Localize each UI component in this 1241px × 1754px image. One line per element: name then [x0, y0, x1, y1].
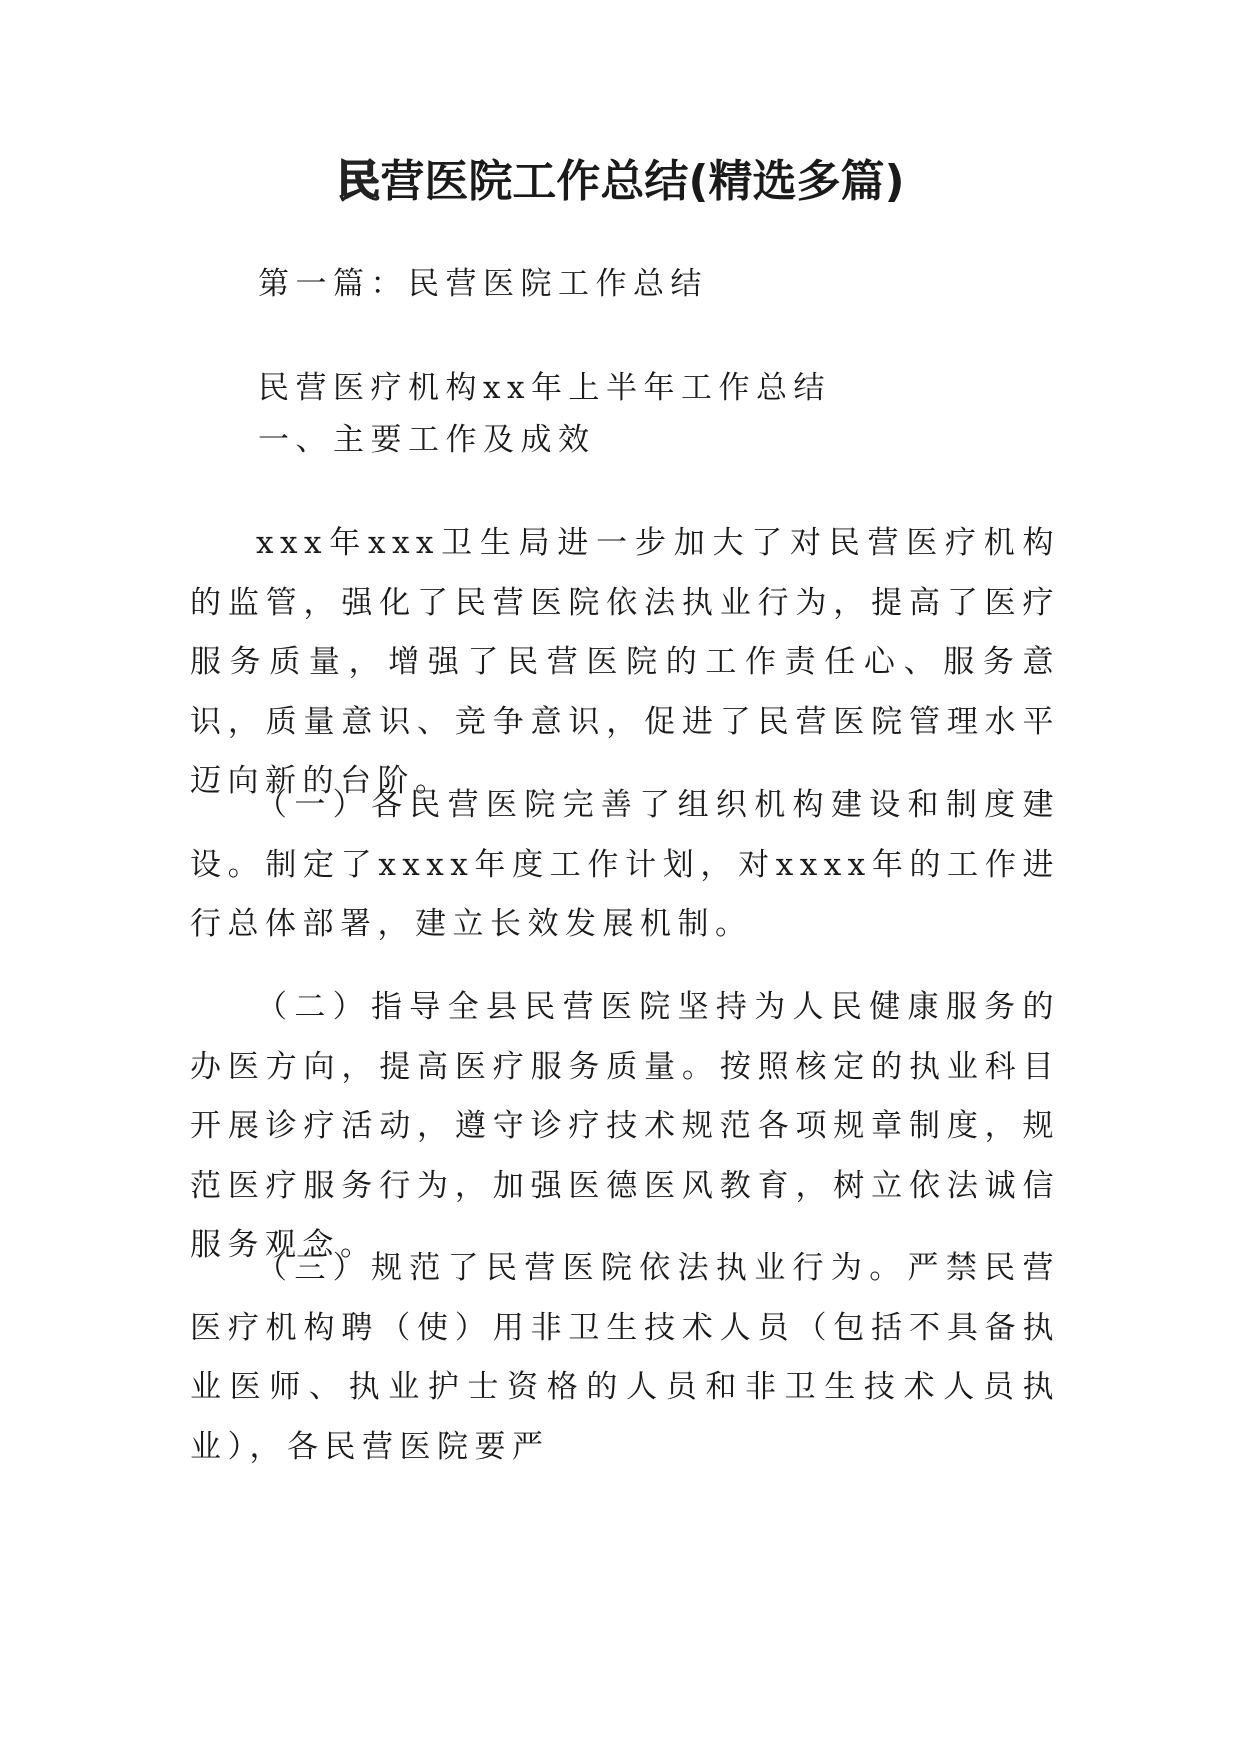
paragraph: （二）指导全县民营医院坚持为人民健康服务的办医方向，提高医疗服务质量。按照核定的执业科目开展诊疗活动，遵守诊疗技术规范各项规章制度，规范医疗服务行为，加强医德医风教育，树立依法诚信服务观念。	[190, 989, 1060, 1263]
section-heading: 一、主要工作及成效	[258, 422, 596, 458]
paragraph: （一）各民营医院完善了组织机构建设和制度建设。制定了xxxx年度工作计划，对xxxx年的工作进行总体部署，建立长效发展机制。	[190, 787, 1060, 942]
title-text: 营医院工作总结(精选多篇)	[380, 156, 905, 207]
paragraph: （三）规范了民营医院依法执业行为。严禁民营医疗机构聘（使）用非卫生技术人员（包括不具备执业医师、执业护士资格的人员和非卫生技术人员执业），各民营医院要严	[190, 1250, 1060, 1465]
part-heading: 第一篇：民营医院工作总结	[258, 266, 708, 302]
title-first-character: 民	[336, 156, 381, 207]
report-heading: 民营医疗机构xx年上半年工作总结	[258, 370, 831, 406]
document-title	[0, 150, 1241, 214]
paragraph: xxx年xxx卫生局进一步加大了对民营医疗机构的监管，强化了民营医院依法执业行为，提高了医疗服务质量，增强了民营医院的工作责任心、服务意识，质量意识、竞争意识，促进了民营医院管理水平迈向新的台阶。	[190, 525, 1060, 799]
